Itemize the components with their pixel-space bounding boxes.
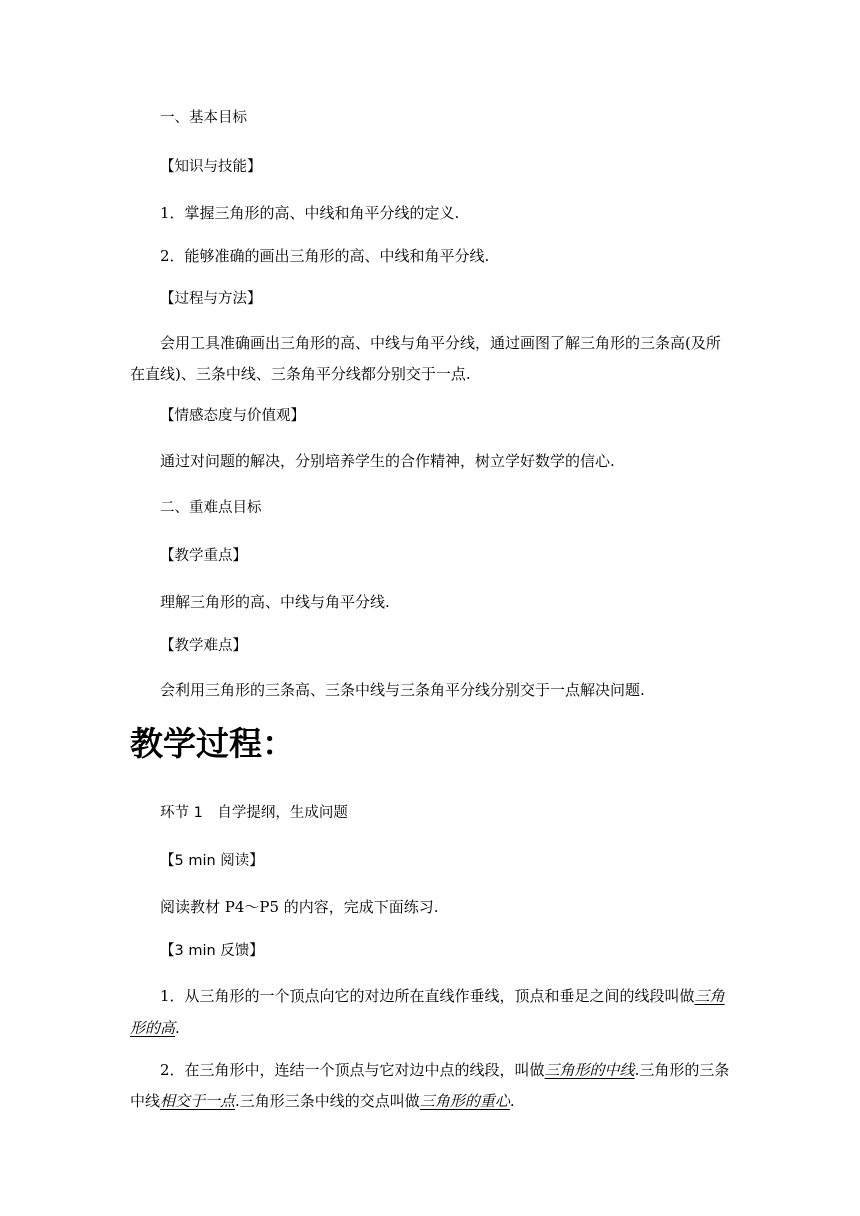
difficulty-text: 会利用三角形的三条高、三条中线与三条角平分线分别交于一点解决问题. xyxy=(160,681,645,699)
question-1-text: 1．从三角形的一个顶点向它的对边所在直线作垂线，顶点和垂足之间的线段叫做 xyxy=(160,987,695,1005)
question-2-line-1 xyxy=(160,1060,729,1080)
subheading-attitude-values: 【情感态度与价值观】 xyxy=(160,408,305,424)
question-2-answer-1: 三角形的中线 xyxy=(544,1061,635,1079)
question-1-end: . xyxy=(175,1019,180,1037)
question-2-text-b: .三角形的三条 xyxy=(634,1061,730,1079)
question-2-answer-3: 三角形的重心 xyxy=(419,1092,510,1110)
section-heading-objectives: 一、基本目标 xyxy=(160,110,247,126)
subheading-teaching-difficulty: 【教学难点】 xyxy=(160,638,247,654)
question-1-answer-part-1: 三角 xyxy=(694,987,725,1005)
question-2-text-d: .三角形三条中线的交点叫做 xyxy=(235,1092,420,1110)
knowledge-item-2: 2．能够准确的画出三角形的高、中线和角平分线. xyxy=(160,247,490,265)
question-1-line-2 xyxy=(130,1018,180,1038)
question-1-line-1 xyxy=(160,986,725,1006)
knowledge-item-1: 1．掌握三角形的高、中线和角平分线的定义. xyxy=(160,204,460,222)
question-2-text-a: 2．在三角形中，连结一个顶点与它对边中点的线段，叫做 xyxy=(160,1061,545,1079)
question-2-answer-2: 相交于一点 xyxy=(160,1092,236,1110)
section-title-teaching-process: 教学过程： xyxy=(130,724,295,763)
subheading-feedback: 【3 min 反馈】 xyxy=(160,943,264,959)
process-text-line-2: 在直线)、三条中线、三条角平分线都分别交于一点. xyxy=(130,365,471,383)
subheading-process-methods: 【过程与方法】 xyxy=(160,291,262,307)
section-heading-key-points: 二、重难点目标 xyxy=(160,500,262,516)
attitude-text: 通过对问题的解决，分别培养学生的合作精神，树立学好数学的信心. xyxy=(160,452,615,470)
question-2-text-c: 中线 xyxy=(130,1092,161,1110)
question-2-line-2 xyxy=(130,1091,515,1111)
question-2-end: . xyxy=(509,1092,515,1110)
subheading-teaching-focus: 【教学重点】 xyxy=(160,548,247,564)
process-text-line-1: 会用工具准确画出三角形的高、中线与角平分线，通过画图了解三角形的三条高(及所 xyxy=(160,334,721,352)
focus-text: 理解三角形的高、中线与角平分线. xyxy=(160,593,390,611)
subheading-knowledge-skills: 【知识与技能】 xyxy=(160,159,262,175)
stage-1-heading: 环节 1 自学提纲，生成问题 xyxy=(160,805,348,821)
reading-text: 阅读教材 P4～P5 的内容，完成下面练习. xyxy=(160,898,439,916)
subheading-reading: 【5 min 阅读】 xyxy=(160,853,264,869)
question-1-answer-part-2: 形的高 xyxy=(130,1019,176,1037)
